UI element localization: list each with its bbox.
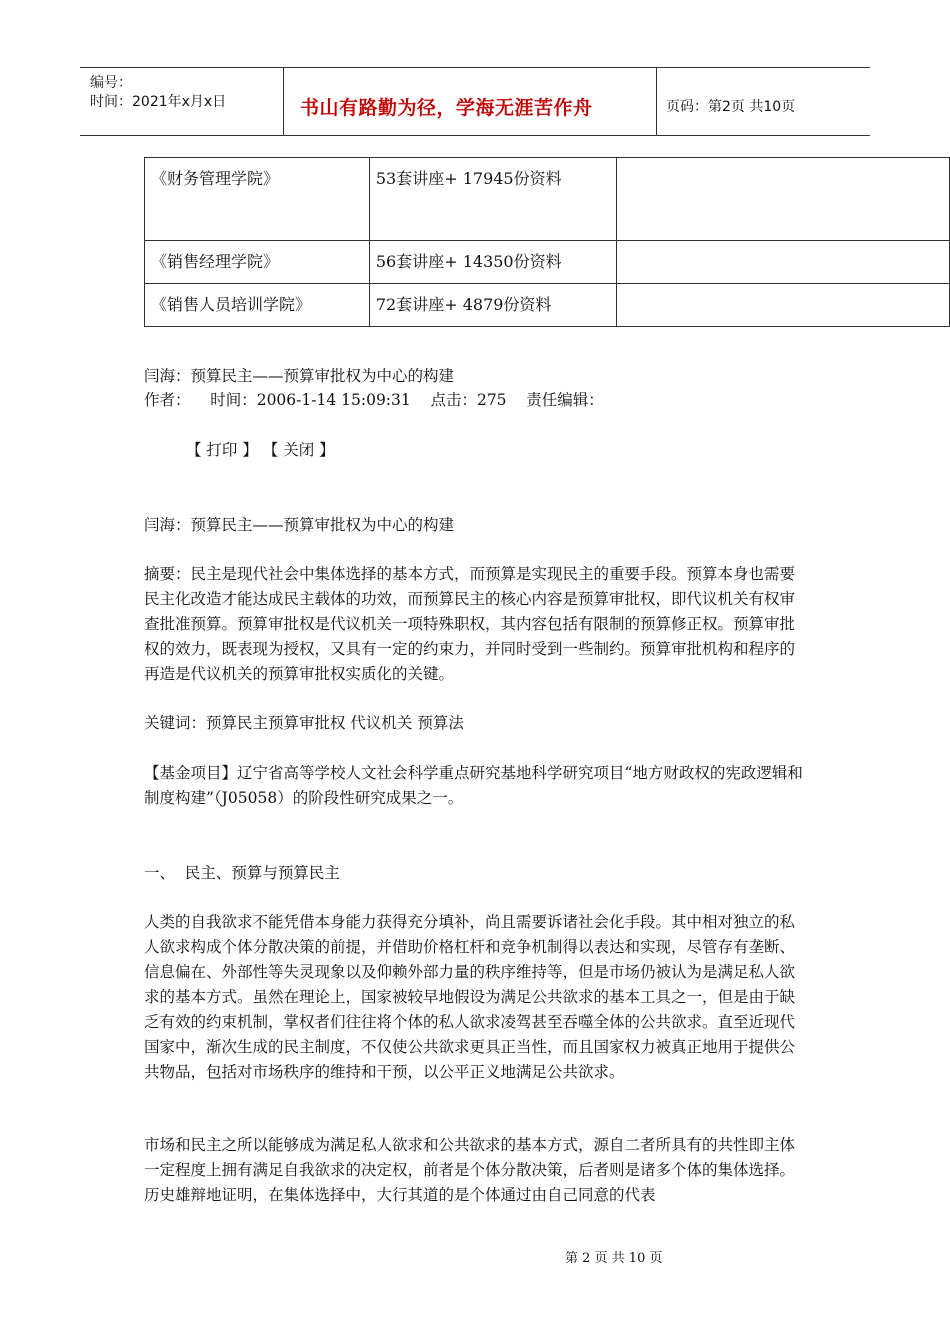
resource-detail: 72套讲座+ 4879份资料 [369,284,616,327]
resource-name: 《销售人员培训学院》 [145,284,370,327]
header-bottom-rule [80,135,870,136]
header-time: 时间：2021年x月x日 [90,94,227,110]
table-row [145,158,950,241]
article-actions [186,438,335,460]
paragraph: 人类的自我欲求不能凭借本身能力获得充分填补，尚且需要诉诸社会化手段。其中相对独立的私人欲求构成个体分散决策的前提，并借助价格杠杆和竞争机制得以表达和实现，尽管存有垄断、信息偏在、外部性等失灵现象以及仰赖外部力量的秩序维持等，但是市场仍被认为是满足私人欲求的基本方式。虽然在理论上，国家被较早地假设为满足公共欲求的基本工具之一，但是由于缺乏有效的约束机制，掌权者们往往将个体的私人欲求凌驾甚至吞噬全体的公共欲求。直至近现代国家中，渐次生成的民主制度，不仅使公共欲求更具正当性，而且国家权力被真正地用于提供公共物品，包括对市场秩序的维持和干预，以公平正义地满足公共欲求。 [144,913,796,1081]
article-meta: 作者： 时间：2006-1-14 15:09:31 点击：275 责任编辑： [144,391,604,409]
resource-detail: 53套讲座+ 17945份资料 [369,158,616,241]
table-row [145,241,950,284]
resource-extra [616,284,949,327]
keywords: 关键词：预算民主预算审批权 代议机关 预算法 [144,714,464,732]
header-number: 编号： [90,75,132,91]
paragraph: 市场和民主之所以能够成为满足私人欲求和公共欲求的基本方式，源自二者所具有的共性即主体一定程度上拥有满足自我欲求的决定权，前者是个体分散决策，后者则是诸多个体的集体选择。历史雄辩地证明，在集体选择中，大行其道的是个体通过由自己同意的代表 [144,1136,796,1204]
resource-extra [616,241,949,284]
resource-name: 《财务管理学院》 [145,158,370,241]
abstract: 摘要：民主是现代社会中集体选择的基本方式，而预算是实现民主的重要手段。预算本身也需要民主化改造才能达成民主载体的功效，而预算民主的核心内容是预算审批权，即代议机关有权审查批准预算。预算审批权是代议机关一项特殊职权，其内容包括有限制的预算修正权。预算审批权的效力，既表现为授权，又具有一定的约束力，并同时受到一些制约。预算审批机构和程序的再造是代议机关的预算审批权实质化的关键。 [144,565,796,683]
resource-table [144,157,950,327]
print-link[interactable]: 【 打印 】 [186,441,258,459]
article-title-repeat: 闫海：预算民主——预算审批权为中心的构建 [144,516,455,534]
header-top-rule [80,67,870,68]
article-title: 闫海：预算民主——预算审批权为中心的构建 [144,367,455,385]
page-footer: 第 2 页 共 10 页 [565,1251,663,1266]
header-motto: 书山有路勤为径，学海无涯苦作舟 [300,97,593,119]
fund-project: 【基金项目】辽宁省高等学校人文社会科学重点研究基地科学研究项目“地方财政权的宪政逻辑和制度构建”（J05058）的阶段性研究成果之一。 [144,764,803,807]
table-row [145,284,950,327]
header-page: 页码：第2页 共10页 [666,99,796,115]
resource-name: 《销售经理学院》 [145,241,370,284]
header-divider-left [283,67,284,135]
close-link[interactable]: 【 关闭 】 [262,441,335,459]
resource-extra [616,158,949,241]
header-divider-right [656,67,657,135]
resource-detail: 56套讲座+ 14350份资料 [369,241,616,284]
section-heading: 一、 民主、预算与预算民主 [144,864,340,882]
